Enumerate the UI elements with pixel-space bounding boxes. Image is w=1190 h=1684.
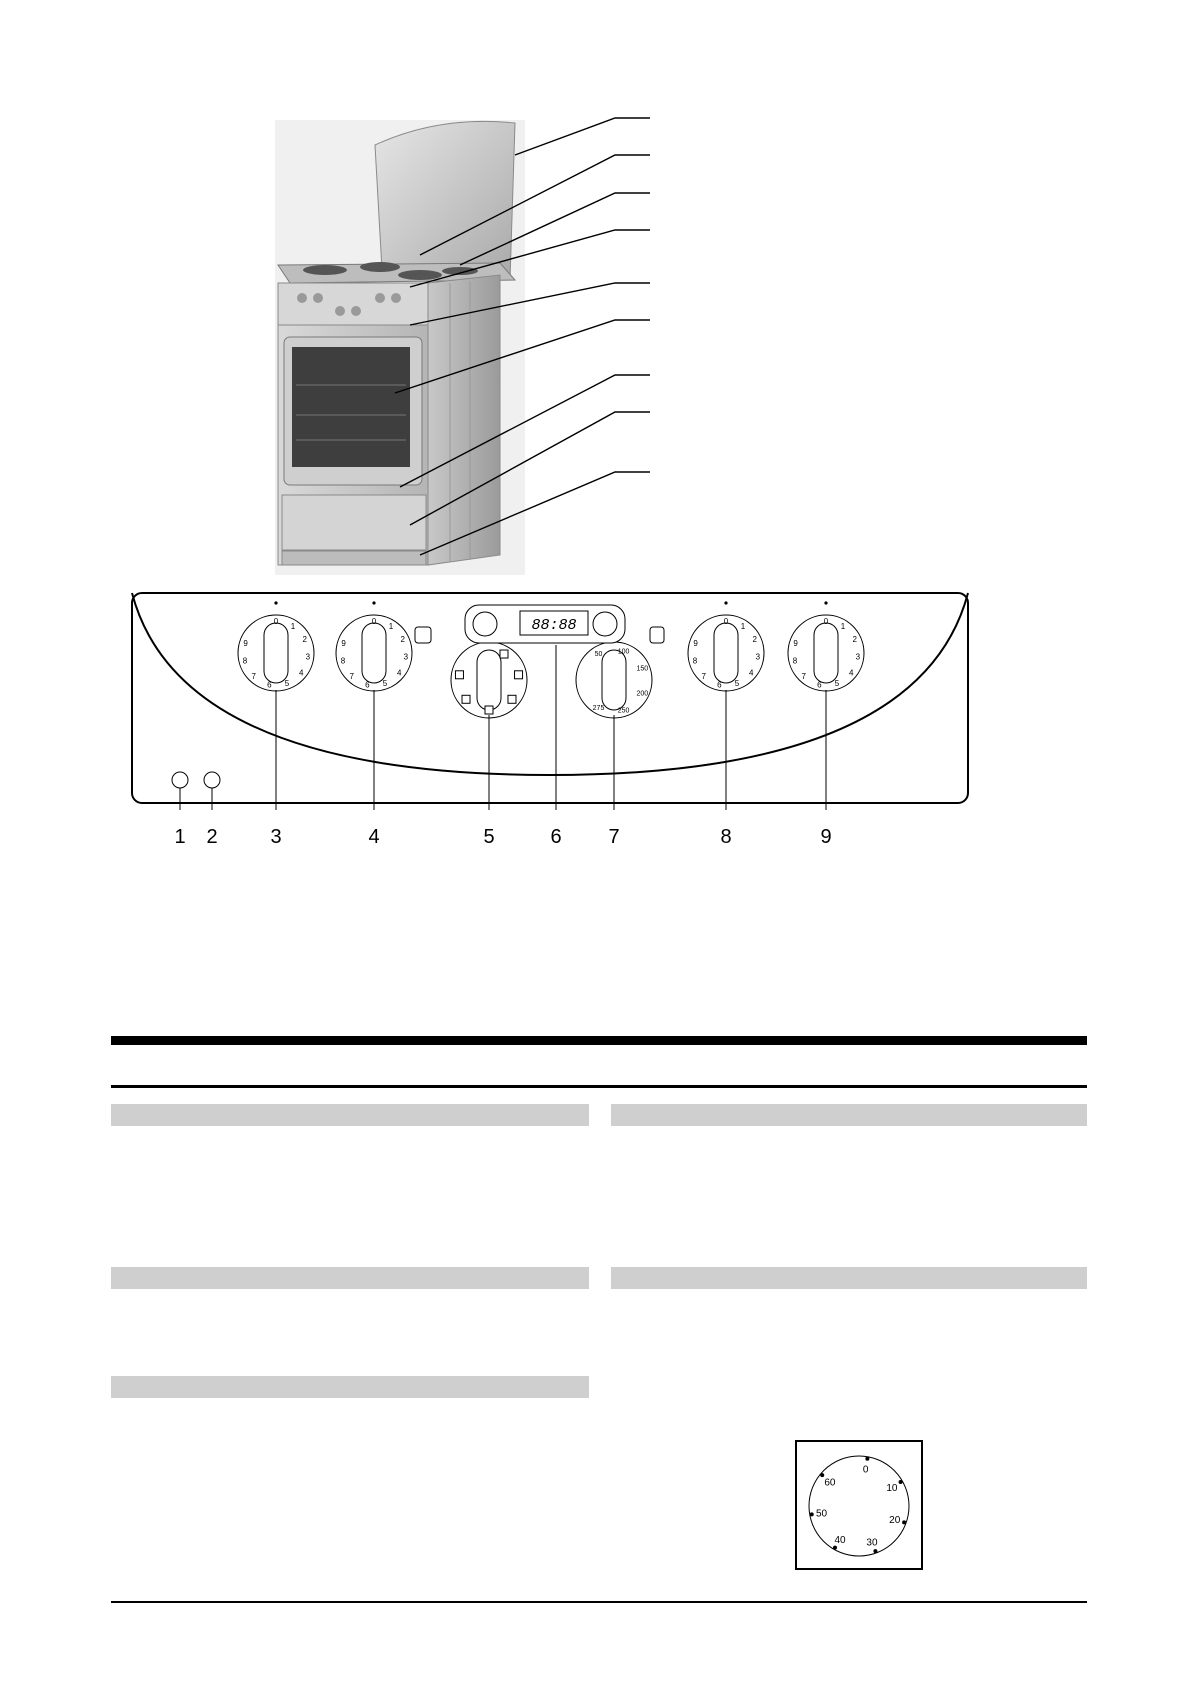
- callout-5: 5: [483, 826, 495, 848]
- dial-scale-label: 7: [701, 672, 706, 682]
- dial-scale-label: 9: [341, 639, 346, 649]
- dial-scale-label: 3: [755, 652, 761, 662]
- dial-scale-label: 6: [365, 680, 370, 690]
- dial-scale-label: 8: [242, 656, 248, 666]
- dial-scale-label: 8: [792, 656, 798, 666]
- section-bar-left-3: [111, 1376, 589, 1398]
- dial-scale-label: 4: [396, 668, 402, 678]
- dial-scale-label: 4: [748, 668, 754, 678]
- timer-scale-label: 10: [886, 1483, 898, 1494]
- dial-scale-label: 4: [848, 668, 854, 678]
- dial-scale-label: 0: [371, 617, 377, 626]
- dial-scale-label: 9: [793, 639, 798, 649]
- dial-scale-label: 5: [834, 679, 840, 689]
- callout-4: 4: [368, 826, 380, 848]
- thermometer-icon: [650, 627, 664, 643]
- dial-scale-label: 8: [692, 656, 698, 666]
- dial-scale-label: 7: [251, 672, 256, 682]
- dial-scale-label: 8: [340, 656, 346, 666]
- temperature-label: 250: [617, 707, 630, 715]
- storage-drawer: [282, 495, 426, 550]
- control-strip: [278, 283, 428, 325]
- oven-window: [292, 347, 410, 467]
- dial-scale-label: 5: [284, 679, 290, 689]
- timer-scale-label: 0: [862, 1464, 869, 1476]
- dial-scale-label: 2: [852, 634, 857, 644]
- dial-scale-label: 1: [290, 621, 296, 631]
- dial-scale-label: 3: [403, 652, 409, 662]
- dial-scale-label: 5: [734, 679, 740, 689]
- dial-scale-label: 4: [298, 668, 304, 678]
- oven-function-icon: [415, 627, 431, 643]
- temperature-label: 275: [592, 704, 605, 712]
- timer-scale-label: 40: [834, 1534, 846, 1546]
- dial-scale-label: 1: [388, 621, 394, 631]
- dial-scale-label: 9: [243, 639, 248, 649]
- lid: [375, 121, 515, 280]
- control-panel-diagram: [120, 585, 980, 810]
- dial-scale-label: 3: [305, 652, 311, 662]
- stove-photo: [270, 115, 650, 575]
- timer-scale-label: 20: [889, 1514, 901, 1526]
- dial-scale-label: 1: [840, 621, 846, 631]
- timer-display-text: 88:88: [531, 617, 577, 634]
- dial-scale-label: 2: [302, 634, 307, 644]
- dial-scale-label: 3: [855, 652, 861, 662]
- section-bar-right-2: [611, 1267, 1087, 1289]
- callout-8: 8: [720, 826, 732, 848]
- timer-scale-label: 60: [824, 1477, 836, 1489]
- dial-scale-label: 6: [817, 680, 822, 690]
- dial-scale-label: 0: [273, 617, 279, 626]
- dial-scale-label: 6: [717, 680, 722, 690]
- temperature-label: 150: [636, 665, 649, 673]
- section-bar-right-1: [611, 1104, 1087, 1126]
- callout-2: 2: [206, 826, 218, 848]
- section-rule-thin: [111, 1085, 1087, 1088]
- callout-1: 1: [174, 826, 186, 848]
- dial-scale-label: 0: [823, 617, 829, 626]
- callout-9: 9: [820, 826, 832, 848]
- dial-scale-label: 0: [723, 617, 729, 626]
- footer-rule: [111, 1601, 1087, 1603]
- temperature-label: 50: [594, 651, 603, 659]
- dial-scale-label: 7: [801, 672, 806, 682]
- temperature-label: 100: [617, 648, 630, 656]
- dial-scale-label: 2: [752, 634, 757, 644]
- dial-scale-label: 9: [693, 639, 698, 649]
- callout-3: 3: [270, 826, 282, 848]
- timer-scale-label: 50: [816, 1508, 828, 1520]
- dial-scale-label: 6: [267, 680, 272, 690]
- dial-scale-label: 1: [740, 621, 746, 631]
- callout-7: 7: [608, 826, 620, 848]
- timer-dial-illustration: [795, 1440, 923, 1570]
- section-rule-thick: [111, 1036, 1087, 1045]
- temperature-label: 200: [636, 690, 649, 698]
- dial-scale-label: 2: [400, 634, 405, 644]
- dial-scale-label: 5: [382, 679, 388, 689]
- dial-scale-label: 7: [349, 672, 354, 682]
- callout-6: 6: [550, 826, 562, 848]
- timer-scale-label: 30: [866, 1537, 878, 1549]
- section-bar-left-1: [111, 1104, 589, 1126]
- section-bar-left-2: [111, 1267, 589, 1289]
